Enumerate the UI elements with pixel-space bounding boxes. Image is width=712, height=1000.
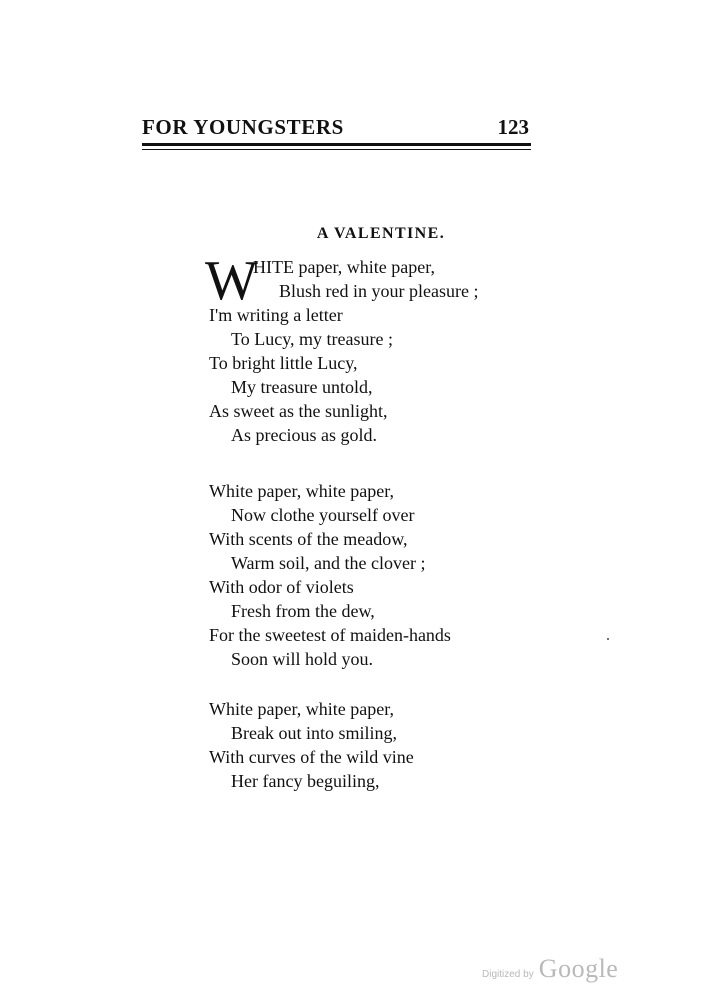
poem-line: As precious as gold. — [231, 425, 377, 445]
poem-line: With curves of the wild vine — [209, 747, 414, 767]
poem-line: White paper, white paper, — [209, 699, 394, 719]
stanza-1 — [205, 250, 539, 447]
page-number: 123 — [497, 115, 529, 139]
header-rule-thin — [142, 149, 531, 150]
print-speck — [607, 638, 609, 640]
stanza-2 — [209, 479, 539, 671]
running-head — [142, 114, 531, 140]
poem-line: With scents of the meadow, — [209, 529, 408, 549]
header-rule-thick — [142, 143, 531, 146]
digitized-watermark — [482, 954, 642, 984]
poem-line: To bright little Lucy, — [209, 353, 358, 373]
poem-line: I'm writing a letter — [209, 305, 343, 325]
poem-title: A VALENTINE. — [316, 225, 446, 242]
poem-line: Warm soil, and the clover ; — [231, 553, 426, 573]
poem-line: For the sweetest of maiden-hands — [209, 625, 451, 645]
poem-line: HITE paper, white paper, — [253, 257, 435, 277]
poem-line: My treasure untold, — [231, 377, 373, 397]
poem-line: Her fancy beguiling, — [231, 771, 380, 791]
watermark-prefix: Digitized by — [482, 969, 534, 980]
poem-line: White paper, white paper, — [209, 481, 394, 501]
poem-line: To Lucy, my treasure ; — [231, 329, 394, 349]
drop-cap: W — [205, 250, 258, 312]
stanza-3 — [209, 697, 539, 793]
poem-line: Break out into smiling, — [231, 723, 397, 743]
poem-line: With odor of violets — [209, 577, 354, 597]
poem-line: Fresh from the dew, — [231, 601, 375, 621]
watermark-brand: Google — [538, 954, 619, 983]
poem-line: Blush red in your pleasure ; — [279, 281, 479, 301]
poem-line: Soon will hold you. — [231, 649, 374, 669]
poem-line: Now clothe yourself over — [231, 505, 415, 525]
running-title: FOR YOUNGSTERS — [142, 115, 344, 139]
poem-line: As sweet as the sunlight, — [209, 401, 388, 421]
